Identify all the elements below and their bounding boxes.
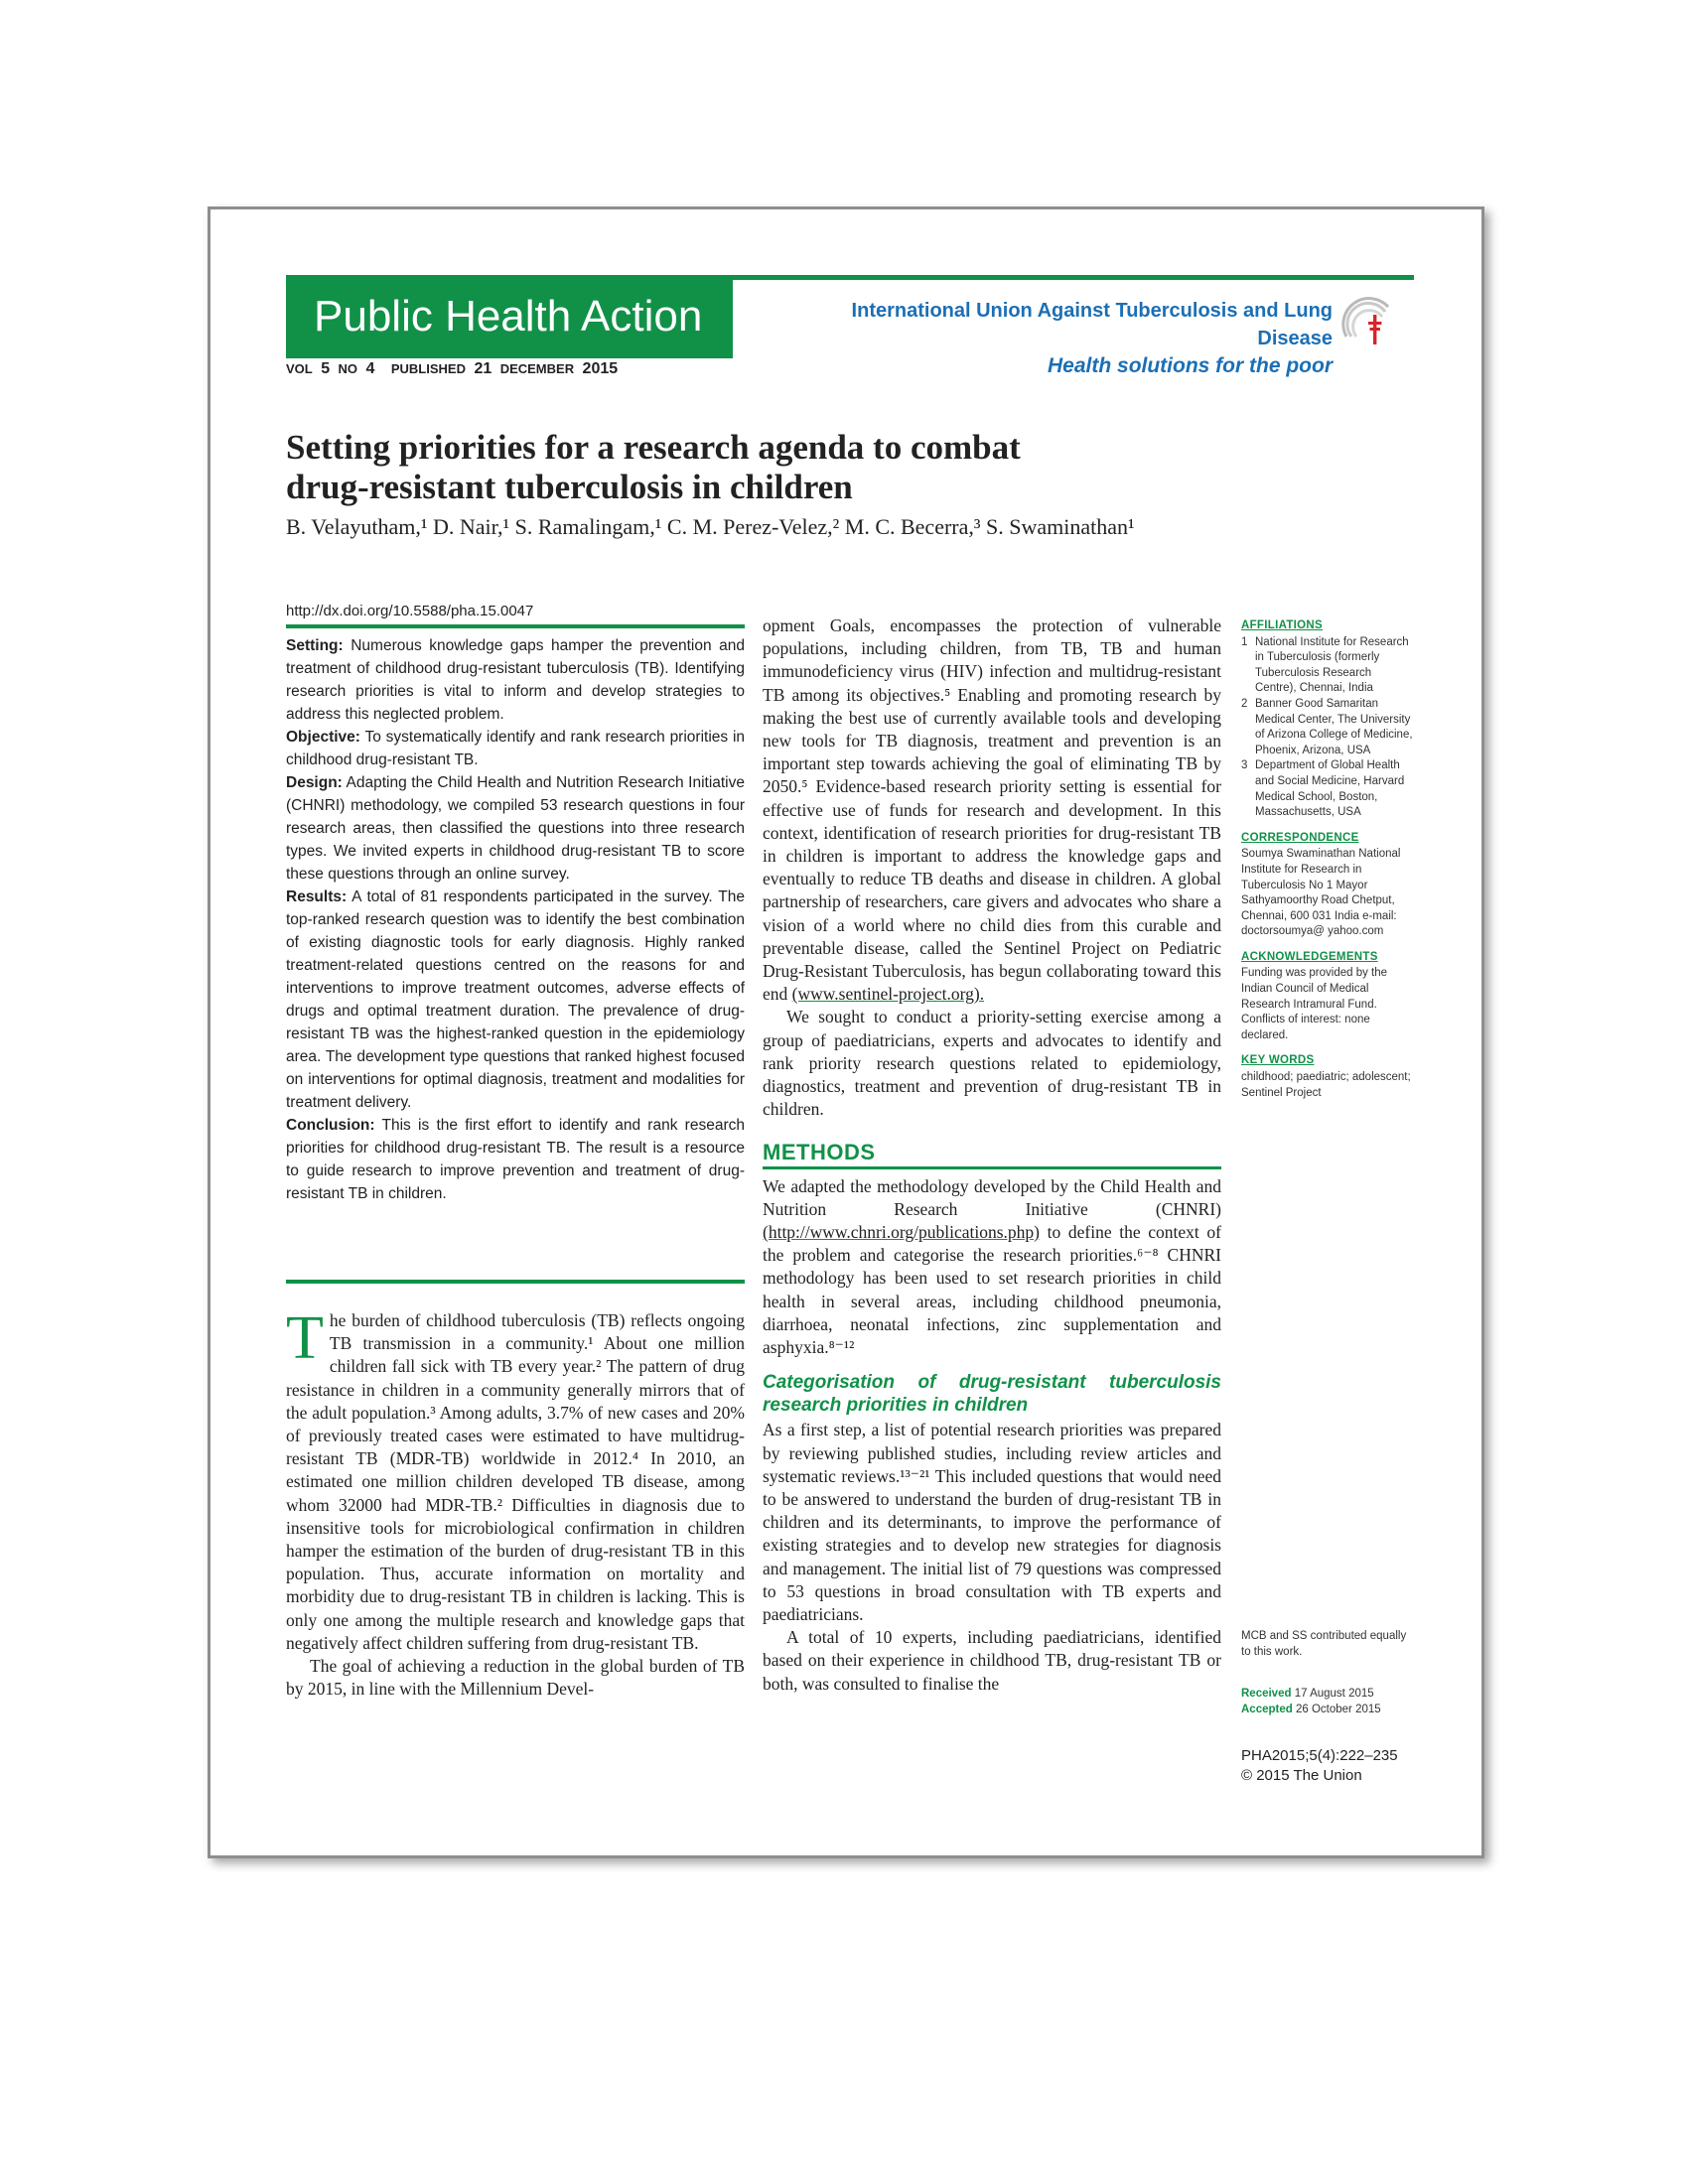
- keywords-text: childhood; paediatric; adolescent; Sentinel Project: [1241, 1071, 1411, 1099]
- keywords-heading: KEY WORDS: [1241, 1054, 1315, 1067]
- body-paragraph: A total of 10 experts, including paediatricians, identified based on their experience in childhood TB, drug-resistant TB or both, was consulted to finalise the: [763, 1627, 1221, 1694]
- body-column-right: [763, 614, 1221, 1696]
- correspondence-heading: CORRESPONDENCE: [1241, 831, 1359, 844]
- body-paragraph: We sought to conduct a priority-setting exercise among a group of paediatricians, experts and advocates to identify and rank priority research questions related to epidemiology, diagnostics, treatment and prevention of drug-resistant TB in children.: [763, 1007, 1221, 1120]
- body-column-left: [286, 1304, 745, 1701]
- intro-paragraph: The burden of childhood tuberculosis (TB) reflects ongoing TB transmission in a community.¹ About one million children fall sick with TB every year.² The pattern of drug resistance in children in a community generally mirrors that of the adult population.³ Among adults, 3.7% of new cases and 20% of previously treated cases were estimated to have multidrug-resistant TB (MDR-TB) worldwide in 2012.⁴ In 2010, an estimated one million children developed TB disease, among whom 32000 had MDR-TB.² Difficulties in diagnosis due to insensitive tools for microbiological confirmation in children hamper the estimation of the burden of drug-resistant TB in this population. Thus, accurate information on mortality and morbidity due to drug-resistant TB in children is lacking. This is only one among the multiple research and knowledge gaps that negatively affect children suffering from drug-resistant TB.: [286, 1304, 745, 1653]
- contribution-note: MCB and SS contributed equally to this work.: [1241, 1630, 1407, 1658]
- body-paragraph: We adapted the methodology developed by the Child Health and Nutrition Research Initiative (CHNRI) (http://www.chnri.org/publications.php) to define the context of the problem and categorise the research priorities.⁶⁻⁸ CHNRI methodology has been used to set research priorities in child health in several areas, including childhood pneumonia, diarrhoea, neonatal infections, zinc supplementation and asphyxia.⁸⁻¹²: [763, 1175, 1221, 1358]
- publisher-tagline: Health solutions for the poor: [1048, 354, 1333, 377]
- author-list: B. Velayutham,¹ D. Nair,¹ S. Ramalingam,¹ C. M. Perez-Velez,² M. C. Becerra,³ S. Swaminathan¹: [286, 514, 1135, 539]
- sidebar: [1241, 618, 1415, 1101]
- drop-cap: T: [286, 1304, 324, 1372]
- affiliation-item: 3 Department of Global Health and Social Medicine, Harvard Medical School, Boston, Massachusetts, USA: [1241, 759, 1405, 819]
- acknowledgements-text: Funding was provided by the Indian Council of Medical Research Intramural Fund. Conflicts of interest: none declared.: [1241, 967, 1388, 1041]
- affiliations-heading: AFFILIATIONS: [1241, 619, 1323, 631]
- subsection-heading: Categorisation of drug-resistant tuberculosis research priorities in children: [763, 1372, 1221, 1417]
- issue-info: VOL 5 NO 4 PUBLISHED 21 DECEMBER 2015: [286, 360, 619, 377]
- abstract: Setting: Numerous knowledge gaps hamper the prevention and treatment of childhood drug-resistant tuberculosis (TB). Identifying research priorities is vital to inform and develop strategies to address this neglected problem. Objective: To systematically identify and rank research priorities in childhood drug-resistant TB. Design: Adapting the Child Health and Nutrition Research Initiative (CHNRI) methodology, we compiled 53 research questions in four research areas, then classified the questions into three research types. We invited experts in childhood drug-resistant TB to score these questions through an online survey. Results: A total of 81 respondents participated in the survey. The top-ranked research question was to identify the best combination of existing diagnostic tools for early diagnosis. Highly ranked treatment-related questions centred on the reasons for and interventions to improve treatment outcomes, adverse effects of drugs and optimal treatment duration. The prevalence of drug-resistant TB was the highest-ranked question in the epidemiology area. The development type questions that ranked highest focused on interventions for optimal diagnosis, treatment and modalities for treatment delivery. Conclusion: This is the first effort to identify and rank research priorities for childhood drug-resistant TB. The result is a resource to guide research to improve prevention and treatment of drug-resistant TB in children.: [286, 637, 746, 1202]
- publisher-block: [776, 297, 1333, 380]
- body-paragraph: opment Goals, encompasses the protection of vulnerable populations, including children, from TB, TB and human immunodeficiency virus (HIV) infection and multidrug-resistant TB among its objectives.⁵ Enabling and promoting research by making the best use of currently available tools and developing new tools for TB diagnosis, treatment and prevention is an important step towards achieving the goal of eliminating TB by 2050.⁵ Evidence-based research priority setting is essential for effective use of funds for research and development. In this context, identification of research priorities for drug-resistant TB in children is important to address the knowledge gaps and eventually to reduce TB deaths and disease in children. A global partnership of researchers, care givers and advocates who share a vision of a world where no child dies from this curable and preventable disease, called the Sentinel Project on Pediatric Drug-Resistant Tuberculosis, has begun collaborating toward this end (www.sentinel-project.org).: [763, 615, 1221, 1005]
- journal-title: Public Health Action: [286, 275, 733, 358]
- publisher-name: International Union Against Tuberculosis and Lung Disease: [851, 300, 1333, 349]
- body-paragraph: As a first step, a list of potential research priorities was prepared by reviewing published studies, including review articles and systematic reviews.¹³⁻²¹ This included questions that would need to be answered to understand the burden of drug-resistant TB in children and its determinants, to improve the performance of existing strategies and to develop new strategies for diagnosis and management. The initial list of 79 questions was compressed to 53 questions in broad consultation with TB experts and paediatricians.: [763, 1420, 1221, 1624]
- union-logo-icon: [1338, 293, 1400, 354]
- article-dates: Received 17 August 2015 Accepted 26 October 2015: [1241, 1688, 1381, 1715]
- methods-rule: [763, 1166, 1221, 1169]
- abstract-top-rule: [286, 624, 745, 628]
- correspondence-text: Soumya Swaminathan National Institute for Research in Tuberculosis No 1 Mayor Sathyamoorthy Road Chetput, Chennai, 600 031 India e-mail: doctorsoumya@ yahoo.com: [1241, 848, 1401, 938]
- acknowledgements-heading: ACKNOWLEDGEMENTS: [1241, 950, 1378, 963]
- affiliation-item: 1 National Institute for Research in Tuberculosis (formerly Tuberculosis Research Centre), Chennai, India: [1241, 635, 1409, 695]
- paper-page: [208, 206, 1484, 1858]
- body-paragraph: The goal of achieving a reduction in the global burden of TB by 2015, in line with the Millennium Devel-: [286, 1656, 745, 1700]
- citation: PHA2015;5(4):222–235 © 2015 The Union: [1241, 1747, 1398, 1784]
- doi-link[interactable]: http://dx.doi.org/10.5588/pha.15.0047: [286, 603, 534, 619]
- methods-heading: METHODS: [763, 1140, 876, 1165]
- article-title: Setting priorities for a research agenda to combat drug-resistant tuberculosis in children: [286, 428, 1021, 506]
- affiliation-item: 2 Banner Good Samaritan Medical Center, The University of Arizona College of Medicine, Phoenix, Arizona, USA: [1241, 697, 1413, 756]
- abstract-bottom-rule: [286, 1280, 745, 1284]
- chnri-link[interactable]: (http://www.chnri.org/publications.php): [763, 1222, 1040, 1243]
- sentinel-link[interactable]: (www.sentinel-project.org).: [791, 984, 985, 1005]
